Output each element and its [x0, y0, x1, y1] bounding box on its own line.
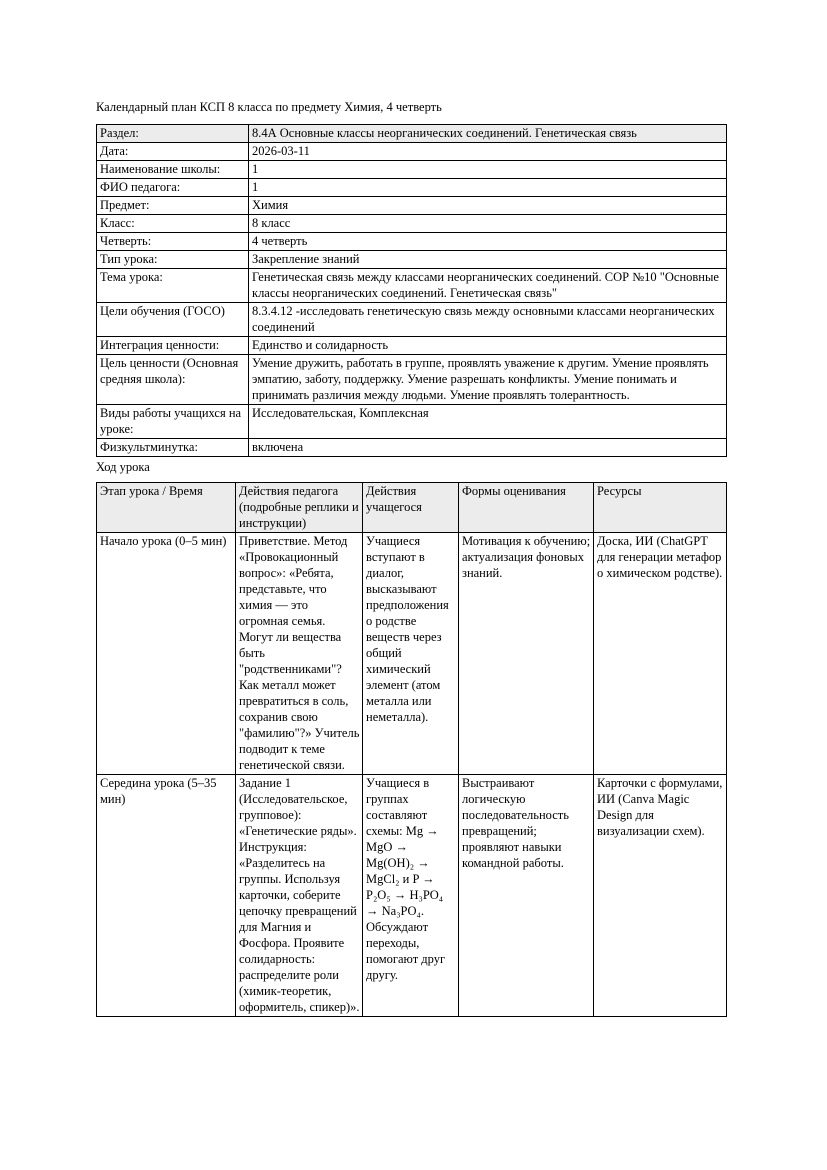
lesson-cell-student: Учащиеся вступают в диалог, высказывают предположения о родстве веществ через общий химический элемент (атом металла или неметалла). — [363, 533, 459, 775]
info-row-value: Химия — [249, 197, 727, 215]
document-title: Календарный план КСП 8 класса по предмету Химия, 4 четверть — [96, 100, 442, 114]
lesson-table-header-row — [97, 483, 727, 533]
lesson-cell-stage: Начало урока (0–5 мин) — [97, 533, 236, 775]
info-table-row — [97, 143, 727, 161]
info-row-label: Предмет: — [97, 197, 249, 215]
info-row-value: 8.3.4.12 -исследовать генетическую связь между основными классами неорганических соединений — [249, 303, 727, 337]
lesson-table-row — [97, 533, 727, 775]
info-row-value: Единство и солидарность — [249, 337, 727, 355]
info-row-label: Цель ценности (Основная средняя школа): — [97, 355, 249, 405]
info-row-label: Раздел: — [97, 125, 249, 143]
lesson-column-header: Формы оценивания — [459, 483, 594, 533]
info-row-label: Физкультминутка: — [97, 439, 249, 457]
info-row-value: 8.4А Основные классы неорганических соединений. Генетическая связь — [249, 125, 727, 143]
info-table-row — [97, 161, 727, 179]
lesson-cell-assessment: Выстраивают логическую последовательность превращений; проявляют навыки командной работы. — [459, 775, 594, 1017]
lesson-cell-stage: Середина урока (5–35 мин) — [97, 775, 236, 1017]
info-table-row — [97, 197, 727, 215]
info-table-row — [97, 337, 727, 355]
info-row-value: 8 класс — [249, 215, 727, 233]
info-row-label: Наименование школы: — [97, 161, 249, 179]
lesson-cell-assessment: Мотивация к обучению; актуализация фоновых знаний. — [459, 533, 594, 775]
lesson-info-table — [96, 124, 727, 457]
info-table-row — [97, 233, 727, 251]
info-table-row — [97, 439, 727, 457]
lesson-column-header: Этап урока / Время — [97, 483, 236, 533]
info-row-label: Виды работы учащихся на уроке: — [97, 405, 249, 439]
info-table-body — [97, 125, 727, 457]
info-row-label: Цели обучения (ГОСО) — [97, 303, 249, 337]
info-row-value: Исследовательская, Комплексная — [249, 405, 727, 439]
info-table-row — [97, 269, 727, 303]
info-row-value: Генетическая связь между классами неорганических соединений. СОР №10 "Основные классы неорганических соединений. Генетическая связь" — [249, 269, 727, 303]
info-row-label: Тема урока: — [97, 269, 249, 303]
info-table-row — [97, 125, 727, 143]
lesson-cell-teacher: Задание 1 (Исследовательское, групповое): «Генетические ряды». Инструкция: «Разделитесь на группы. Используя карточки, соберите цепочку превращений для Магния и Фосфора. Проявите солидарность: распределите роли (химик-теоретик, оформитель, спикер)». — [236, 775, 363, 1017]
info-row-value: Закрепление знаний — [249, 251, 727, 269]
info-table-row — [97, 355, 727, 405]
info-row-value: 2026-03-11 — [249, 143, 727, 161]
info-table-row — [97, 215, 727, 233]
info-row-label: Класс: — [97, 215, 249, 233]
lesson-column-header: Ресурсы — [594, 483, 727, 533]
info-row-label: Интеграция ценности: — [97, 337, 249, 355]
lesson-cell-teacher: Приветствие. Метод «Провокационный вопрос»: «Ребята, представьте, что химия — это огромная семья. Могут ли вещества быть "родственниками"? Как металл может превратиться в соль, сохранив свою "фамилию"?» Учитель подводит к теме генетической связи. — [236, 533, 363, 775]
info-row-label: Дата: — [97, 143, 249, 161]
lesson-cell-student: Учащиеся в группах составляют схемы: Mg → MgO → Mg(OH)₂ → MgCl₂ и P → P₂O₅ → H₃PO₄ → Na₃PO₄. Обсуждают переходы, помогают друг другу. — [363, 775, 459, 1017]
info-row-value: 4 четверть — [249, 233, 727, 251]
lesson-column-header: Действия учащегося — [363, 483, 459, 533]
lesson-cell-resources: Карточки с формулами, ИИ (Canva Magic Design для визуализации схем). — [594, 775, 727, 1017]
lesson-table-row — [97, 775, 727, 1017]
lesson-flow-table — [96, 482, 727, 1017]
info-row-label: ФИО педагога: — [97, 179, 249, 197]
info-row-value: 1 — [249, 161, 727, 179]
info-row-value: 1 — [249, 179, 727, 197]
info-row-value: включена — [249, 439, 727, 457]
info-row-value: Умение дружить, работать в группе, проявлять уважение к другим. Умение проявлять эмпатию, заботу, поддержку. Умение разрешать конфликты. Умение понимать и принимать различия между людьми. Умение проявлять толерантность. — [249, 355, 727, 405]
lesson-column-header: Действия педагога (подробные реплики и инструкции) — [236, 483, 363, 533]
section-label: Ход урока — [96, 460, 150, 474]
info-row-label: Тип урока: — [97, 251, 249, 269]
info-table-row — [97, 303, 727, 337]
info-row-label: Четверть: — [97, 233, 249, 251]
info-table-row — [97, 251, 727, 269]
info-table-row — [97, 179, 727, 197]
lesson-cell-resources: Доска, ИИ (ChatGPT для генерации метафор о химическом родстве). — [594, 533, 727, 775]
lesson-table-body — [97, 533, 727, 1017]
info-table-row — [97, 405, 727, 439]
